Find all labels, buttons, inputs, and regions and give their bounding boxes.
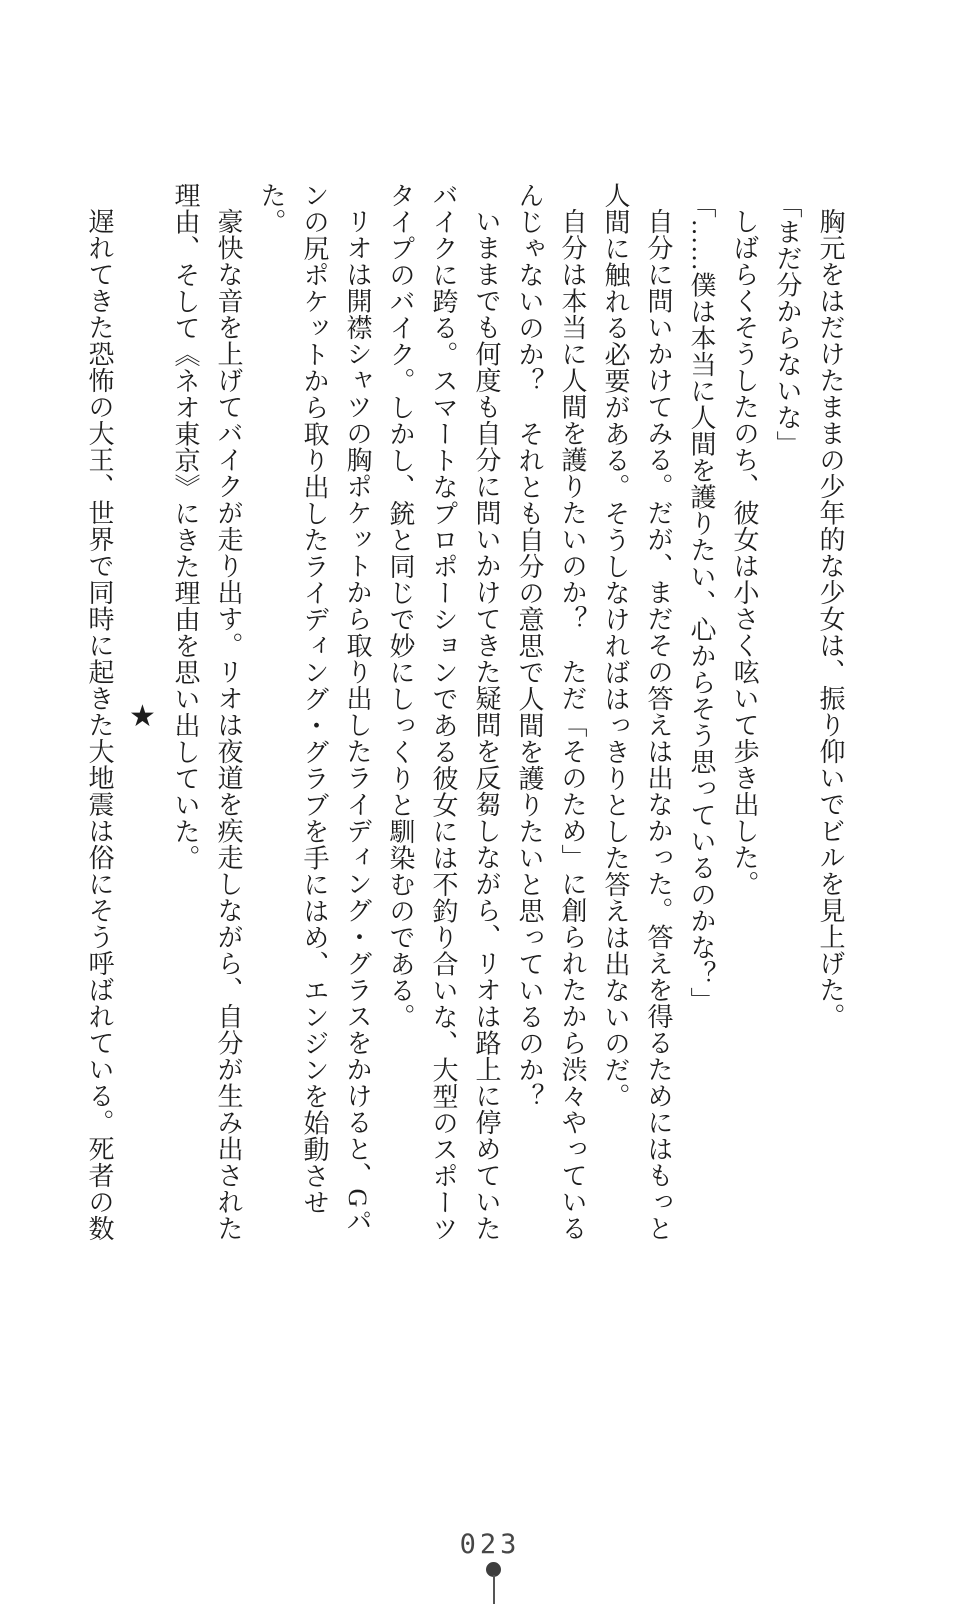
page-number: 023 xyxy=(459,1529,521,1560)
paragraph: 自分は本当に人間を護りたいのか？ ただ「そのため」に創られたから渋々やっているんじゃないのか？ それとも自分の意思で人間を護りたいと思っているのか？ xyxy=(515,182,587,1242)
paragraph: 豪快な音を上げてバイクが走り出す。リオは夜道を疾走しながら、自分が生み出された理由、そして《ネオ東京》にきた理由を思い出していた。 xyxy=(171,182,243,1242)
paragraph: いままでも何度も自分に問いかけてきた疑問を反芻しながら、リオは路上に停めていたバイクに跨る。スマートなプロポーションである彼女には不釣り合いな、大型のスポーツタイプのバイク。しかし、銃と同じで妙にしっくりと馴染むのである。 xyxy=(386,182,501,1242)
paragraph: しばらくそうしたのち、彼女は小さく呟いて歩き出した。 xyxy=(730,208,759,897)
body-text xyxy=(78,182,852,1252)
paragraph: 胸元をはだけたままの少年的な少女は、振り仰いでビルを見上げた。 xyxy=(816,208,845,1030)
paragraph-dialogue: 「……僕は本当に人間を護りたい、心からそう思っているのかな？」 xyxy=(687,192,716,1014)
section-divider-star: ★ xyxy=(126,699,159,735)
paragraph: 遅れてきた恐怖の大王、世界で同時に起きた大地震は俗にそう呼ばれている。死者の数 xyxy=(85,208,114,1242)
paragraph: 自分に問いかけてみる。だが、まだその答えは出なかった。答えを得るためにはもっと人間に触れる必要がある。そうしなければはっきりとした答えは出ないのだ。 xyxy=(601,182,673,1242)
paragraph: リオは開襟シャツの胸ポケットから取り出したライディング・グラスをかけると、Gパンの尻ポケットから取り出したライディング・グラブを手にはめ、エンジンを始動させた。 xyxy=(257,182,372,1235)
footer-rule xyxy=(493,1575,495,1604)
paragraph-dialogue: 「まだ分からないな」 xyxy=(773,192,802,458)
